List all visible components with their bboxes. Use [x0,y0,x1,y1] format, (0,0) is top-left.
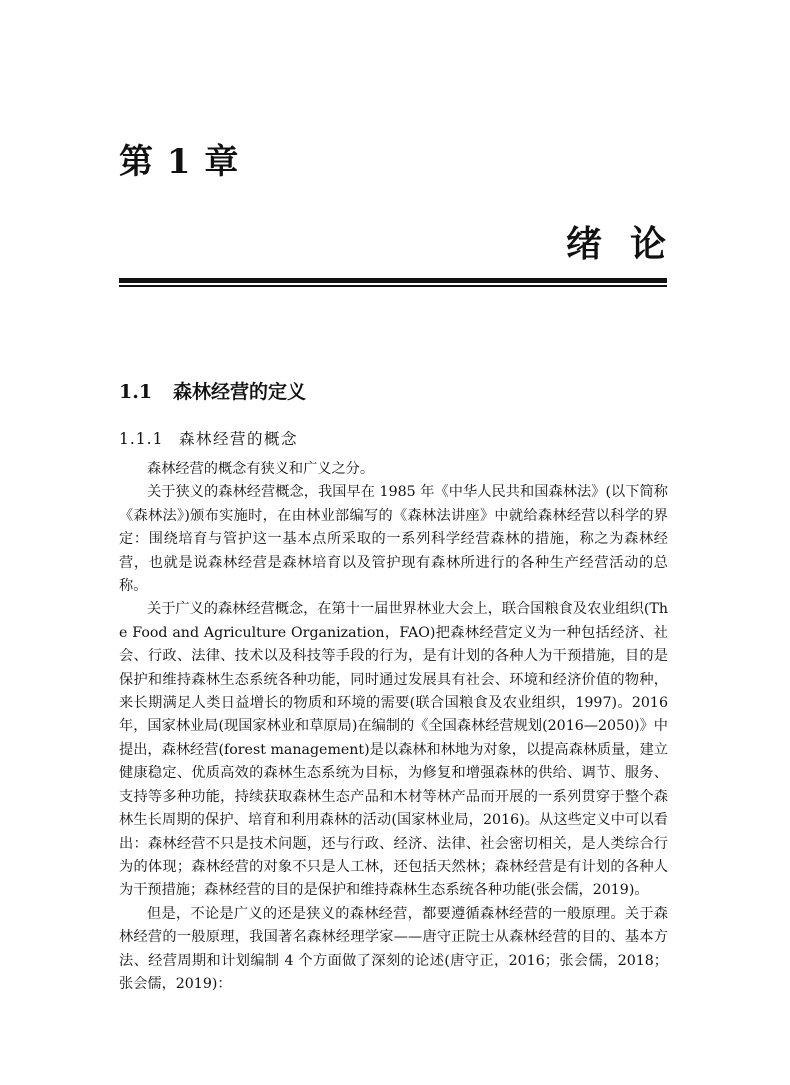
section-heading [119,379,306,405]
chapter-title: 绪论 [565,223,694,265]
body-text [119,458,668,996]
paragraph: 关于狭义的森林经营概念，我国早在 1985 年《中华人民共和国森林法》(以下简称《森林法》)颁布实施时，在由林业部编写的《森林法讲座》中就给森林经营以科学的界定：围绕培育与管护这一基本点所采取的一系列科学经营森林的措施，称之为森林经营，也就是说森林经营是森林培育以及管护现有森林所进行的各种生产经营活动的总称。 [119,484,668,595]
subsection-heading [119,428,298,450]
chapter-label: 第 1 章 [119,142,240,182]
paragraph: 森林经营的概念有狭义和广义之分。 [147,461,375,477]
section-number: 1.1 [119,381,153,403]
section-title: 森林经营的定义 [173,381,307,403]
chapter-rule-thick [119,278,667,283]
paragraph: 但是，不论是广义的还是狭义的森林经营，都要遵循森林经营的一般原理。关于森林经营的一般原理，我国著名森林经理学家——唐守正院士从森林经营的目的、基本方法、经营周期和计划编制 4 个方面做了深刻的论述(唐守正，2016；张会儒，2018；张会儒，2019)： [119,905,668,992]
subsection-number: 1.1.1 [119,430,164,448]
chapter-rule-thin [119,285,667,287]
subsection-title: 森林经营的概念 [179,430,299,448]
paragraph: 关于广义的森林经营概念，在第十一届世界林业大会上，联合国粮食及农业组织(The Food and Agriculture Organization，FAO)把森林经营定义为一种包括经济、社会、行政、法律、技术以及科技等手段的行为，是有计划的各种人为干预措施，目的是保护和维持森林生态系统各种功能，同时通过发展具有社会、环境和经济价值的物种，来长期满足人类日益增长的物质和环境的需要(联合国粮食及农业组织，1997)。2016 年，国家林业局(现国家林业和草原局)在编制的《全国森林经营规划(2016—2050)》中提出，森林经营(forest management)是以森林和林地为对象，以提高森林质量，建立健康稳定、优质高效的森林生态系统为目标，为修复和增强森林的供给、调节、服务、支持等多种功能，持续获取森林生态产品和木材等林产品而开展的一系列贯穿于整个森林生长周期的保护、培育和利用森林的活动(国家林业局，2016)。从这些定义中可以看出：森林经营不只是技术问题，还与行政、经济、法律、社会密切相关，是人类综合行为的体现；森林经营的对象不只是人工林，还包括天然林；森林经营是有计划的各种人为干预措施；森林经营的目的是保护和维持森林生态系统各种功能(张会儒，2019)。 [119,601,668,899]
